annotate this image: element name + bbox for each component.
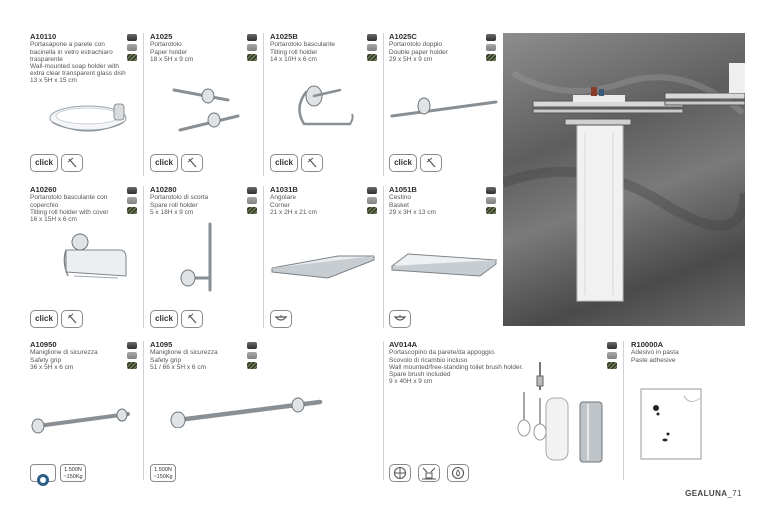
screw-icon[interactable]	[181, 154, 203, 172]
double-paper-holder-illustration	[388, 88, 500, 124]
chrome-finish-swatch	[247, 34, 257, 41]
grey-finish-swatch	[247, 352, 257, 359]
product-description: Portarotolo doppio Double paper holder 29 x 5H x 9 cm	[389, 41, 448, 63]
product-card-a1025b	[270, 33, 370, 63]
drill-icon[interactable]	[389, 464, 411, 482]
chrome-finish-swatch	[367, 187, 377, 194]
screw-icon[interactable]	[181, 310, 203, 328]
grey-finish-swatch	[486, 197, 496, 204]
click-button[interactable]: click	[30, 310, 58, 328]
striped-finish-swatch	[127, 54, 137, 61]
product-card-a1095	[150, 341, 250, 371]
divider	[623, 341, 624, 480]
product-code: A10110	[30, 32, 57, 41]
finish-swatches	[486, 34, 497, 64]
product-description: Adesivo in pasta Paste adhesive	[631, 349, 679, 364]
grey-finish-swatch	[367, 197, 377, 204]
product-code: A1031B	[270, 185, 298, 194]
finish-swatches	[367, 187, 378, 217]
product-description: Portarotolo di scorta Spare roll holder 5 x 18H x 9 cm	[150, 194, 209, 216]
safety-grip-long-illustration	[166, 392, 326, 428]
grey-finish-swatch	[127, 352, 137, 359]
grey-finish-swatch	[486, 44, 496, 51]
tilting-roll-holder-illustration	[292, 72, 362, 134]
finish-swatches	[127, 187, 138, 217]
click-button[interactable]: click	[30, 154, 58, 172]
chrome-finish-swatch	[607, 342, 617, 349]
brand-name: GEALUNA	[685, 489, 728, 498]
bathroom-photo	[503, 33, 745, 326]
divider	[143, 33, 144, 176]
striped-finish-swatch	[247, 362, 257, 369]
product-description: Cestino Basket 29 x 3H x 13 cm	[389, 194, 436, 216]
striped-finish-swatch	[607, 362, 617, 369]
screw-icon[interactable]	[420, 154, 442, 172]
product-description: Portarotolo basculante Tilting roll holder 14 x 10H x 6 cm	[270, 41, 336, 63]
toilet-brush-holder-illustration	[508, 358, 608, 470]
grey-finish-swatch	[367, 44, 377, 51]
safety-grip-short-illustration	[28, 404, 140, 434]
click-button[interactable]: click	[150, 310, 178, 328]
grey-finish-swatch	[247, 197, 257, 204]
product-code: A10950	[30, 340, 57, 349]
adhesive-icon[interactable]	[447, 464, 469, 482]
product-description: Maniglione di sicurezza Safety grip 36 x 5H x 6 cm	[30, 349, 98, 371]
spare-roll-holder-illustration	[176, 218, 226, 296]
covered-roll-holder-illustration	[60, 232, 130, 294]
product-description: Portasapone a parete con bacinella in vetro estrachiaro trasparente Wall-mounted soap holder with extra clear transparent glass dish 13 x 5H x 15 cm	[30, 41, 126, 85]
product-card-a10950	[30, 341, 130, 371]
click-button[interactable]: click	[270, 154, 298, 172]
divider	[263, 33, 264, 176]
product-description: Portascopino da parete/da appoggio. Scovolo di ricambio incluso Wall mounted/free-standing toilet brush holder. Spare brush included 9 x 40H x 9 cm	[389, 349, 524, 386]
weight-badge-icon: 1.500N ~150Kg	[60, 464, 86, 482]
paper-holder-illustration	[168, 80, 248, 140]
grey-finish-swatch	[247, 44, 257, 51]
product-card-a1025	[150, 33, 250, 63]
product-code: A1025	[150, 32, 173, 41]
product-code: A1051B	[389, 185, 417, 194]
striped-finish-swatch	[247, 54, 257, 61]
product-description: Angolare Corner 21 x 2H x 21 cm	[270, 194, 317, 216]
product-code: A1095	[150, 340, 173, 349]
striped-finish-swatch	[486, 54, 496, 61]
finish-swatches	[247, 187, 258, 217]
product-card-a10110	[30, 33, 142, 85]
screw-icon[interactable]	[61, 310, 83, 328]
product-card-a1031b	[270, 186, 370, 216]
product-code: A10260	[30, 185, 57, 194]
suction-cup-icon[interactable]	[270, 310, 292, 328]
product-description: Portarotolo Paper holder 18 x 5H x 9 cm	[150, 41, 194, 63]
divider	[143, 186, 144, 328]
product-code: A10280	[150, 185, 177, 194]
finish-swatches	[367, 34, 378, 64]
click-button[interactable]: click	[150, 154, 178, 172]
striped-finish-swatch	[247, 207, 257, 214]
chrome-finish-swatch	[127, 187, 137, 194]
chrome-finish-swatch	[127, 34, 137, 41]
towel-rack-photo-illustration	[503, 33, 745, 326]
finish-swatches	[127, 34, 138, 64]
page-footer	[685, 489, 742, 498]
striped-finish-swatch	[127, 362, 137, 369]
striped-finish-swatch	[367, 207, 377, 214]
suction-cup-icon[interactable]	[389, 310, 411, 328]
product-card-a10280	[150, 186, 250, 216]
divider	[383, 186, 384, 328]
product-code: R10000A	[631, 340, 664, 349]
striped-finish-swatch	[127, 207, 137, 214]
screw-icon[interactable]	[61, 154, 83, 172]
product-card-r10000a	[631, 341, 731, 364]
finish-swatches	[247, 342, 258, 372]
grey-finish-swatch	[127, 44, 137, 51]
chrome-finish-swatch	[247, 342, 257, 349]
chrome-finish-swatch	[367, 34, 377, 41]
click-button[interactable]: click	[389, 154, 417, 172]
divider	[383, 33, 384, 176]
paste-adhesive-illustration	[640, 388, 704, 462]
finish-swatches	[127, 342, 138, 372]
product-code: AV014A	[389, 340, 418, 349]
page-number: _71	[727, 489, 742, 498]
product-card-a1025c	[389, 33, 489, 63]
soap-holder-illustration	[36, 96, 134, 144]
screw-icon[interactable]	[301, 154, 323, 172]
divider	[263, 186, 264, 328]
chrome-finish-swatch	[486, 34, 496, 41]
finish-swatches	[607, 342, 618, 372]
product-description: Portarotolo basculante con coperchio Tilting roll holder with cover 16 x 15H x 6 cm	[30, 194, 109, 224]
chrome-finish-swatch	[127, 342, 137, 349]
finish-swatches	[247, 34, 258, 64]
weight-badge-icon: 1.500N ~150Kg	[150, 464, 176, 482]
striped-finish-swatch	[367, 54, 377, 61]
product-code: A1025C	[389, 32, 417, 41]
grey-finish-swatch	[607, 352, 617, 359]
corner-shelf-illustration	[268, 248, 378, 282]
grey-finish-swatch	[127, 197, 137, 204]
divider	[143, 341, 144, 480]
chrome-finish-swatch	[486, 187, 496, 194]
free-standing-icon[interactable]	[418, 464, 440, 482]
striped-finish-swatch	[486, 207, 496, 214]
finish-swatches	[486, 187, 497, 217]
chrome-finish-swatch	[247, 187, 257, 194]
basket-shelf-illustration	[388, 250, 500, 282]
product-card-a10260	[30, 186, 130, 223]
divider	[383, 341, 384, 480]
product-card-a1051b	[389, 186, 489, 216]
certification-icon	[30, 464, 56, 482]
product-code: A1025B	[270, 32, 298, 41]
product-description: Maniglione di sicurezza Safety grip 51 / 66 x 5H x 6 cm	[150, 349, 218, 371]
